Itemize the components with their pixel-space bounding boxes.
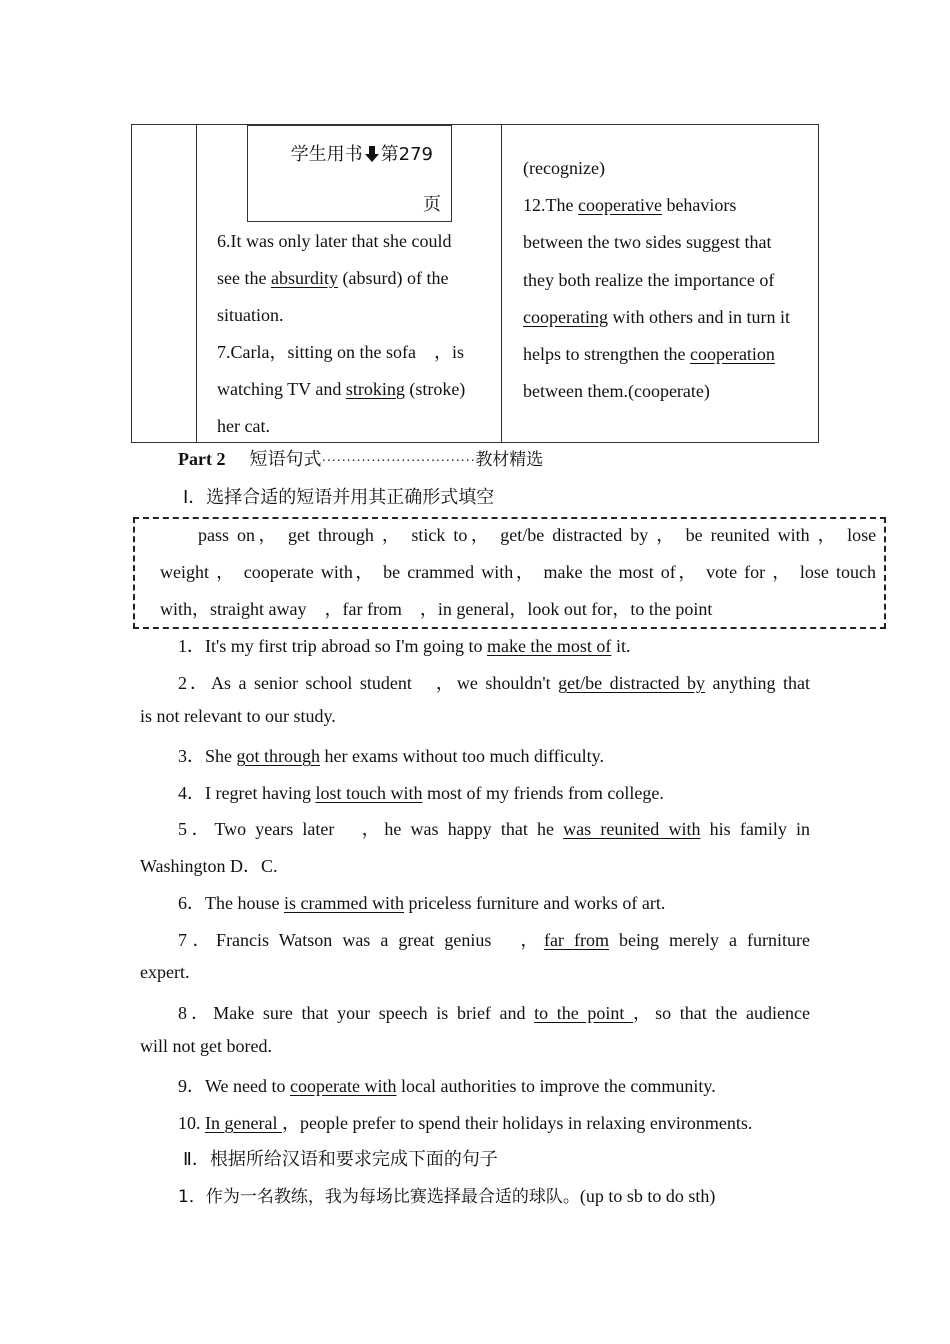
part2-title: 短语句式 xyxy=(249,449,322,470)
sentence-12-line-2: between the two sides suggest that xyxy=(523,232,772,253)
answer-stroking: stroking xyxy=(345,379,405,399)
item-2: 2．As a senior school student ，we shouldn't get/be distracted by anything that xyxy=(178,673,811,693)
table-cell-right xyxy=(523,150,813,410)
item-5-continued: Washington D．C. xyxy=(140,856,278,876)
arrow-down-icon xyxy=(364,145,380,163)
item-8-continued: will not get bored. xyxy=(140,1036,272,1056)
recognize-hint: (recognize) xyxy=(523,158,605,178)
sentence-7-line-1: 7.Carla，sitting on the sofa ，is xyxy=(217,342,464,362)
answer-5: was reunited with xyxy=(563,819,701,839)
phrase-line-1: pass on， get through ， stick to， get/be distracted by ， be reunited with ， lose xyxy=(198,525,877,545)
answer-absurdity: absurdity xyxy=(270,268,338,288)
item-9: 9．We need to cooperate with local authorities to improve the community. xyxy=(178,1076,716,1096)
item-3: 3．She got through her exams without too much difficulty. xyxy=(178,746,604,766)
part2-source: 教材精选 xyxy=(475,450,544,470)
sentence-7-line-2: watching TV and stroking (stroke) xyxy=(217,379,466,399)
table-divider xyxy=(196,125,197,442)
sentence-6-line-2: see the absurdity (absurd) of the xyxy=(217,268,449,288)
part2-label: Part 2 xyxy=(178,449,226,469)
item-8: 8．Make sure that your speech is brief and to the point ，so that the audience xyxy=(178,1003,810,1023)
book-ref-page-suffix: 页 xyxy=(423,194,441,215)
sentence-12-line-1: 12.The cooperative behaviors xyxy=(523,195,737,216)
answer-cooperating: cooperating xyxy=(523,306,608,327)
section1-heading: Ⅰ．选择合适的短语并用其正确形式填空 xyxy=(183,487,495,508)
sentence-12-line-3: they both realize the importance of xyxy=(523,269,775,290)
textbook-page-reference xyxy=(247,125,452,222)
phrase-line-3: with，straight away ，far from ，in general，look out for，to the point xyxy=(160,599,713,619)
item-6: 6．The house is crammed with priceless furniture and works of art. xyxy=(178,893,666,913)
table-cell-left xyxy=(217,223,489,445)
answer-9: cooperate with xyxy=(290,1076,397,1096)
answer-3: got through xyxy=(236,746,320,766)
answer-4: lost touch with xyxy=(315,783,423,803)
answer-cooperation: cooperation xyxy=(689,344,775,365)
book-ref-page: 第279 xyxy=(380,144,433,165)
item-4: 4．I regret having lost touch with most of my friends from college. xyxy=(178,783,664,803)
item-1: 1．It's my first trip abroad so I'm going to make the most of it. xyxy=(178,636,631,656)
item-5: 5．Two years later ，he was happy that he was reunited with his family in xyxy=(178,819,810,839)
part2-dots: ······························· xyxy=(321,454,476,469)
sentence-12-line-5: helps to strengthen the cooperation xyxy=(523,344,775,365)
sentence-7-line-3: her cat. xyxy=(217,416,270,436)
section2-heading: Ⅱ．根据所给汉语和要求完成下面的句子 xyxy=(183,1149,498,1170)
part2-heading xyxy=(178,445,543,471)
sentence-12-line-4: cooperating with others and in turn it xyxy=(523,306,790,327)
answer-cooperative: cooperative xyxy=(577,195,662,216)
answer-2: get/be distracted by xyxy=(558,673,706,693)
book-ref-label: 学生用书 xyxy=(290,144,363,165)
answer-7: far from xyxy=(543,930,609,950)
table-divider xyxy=(501,125,502,442)
answer-10: In general xyxy=(205,1113,282,1133)
item-10: 10. In general ，people prefer to spend their holidays in relaxing environments. xyxy=(178,1113,753,1133)
phrase-line-2: weight ， cooperate with， be crammed with， make the most of， vote for ， lose touch xyxy=(160,562,876,582)
section2-question-1: 1．作为一名教练，我为每场比赛选择最合适的球队。(up to sb to do sth) xyxy=(178,1186,716,1207)
item-7-continued: expert. xyxy=(140,962,190,982)
answer-1: make the most of xyxy=(486,636,612,656)
item-2-continued: is not relevant to our study. xyxy=(140,706,336,726)
answer-8: to the point xyxy=(534,1003,634,1023)
answer-6: is crammed with xyxy=(283,893,404,913)
item-7: 7．Francis Watson was a great genius ，far from being merely a furniture xyxy=(178,930,810,950)
sentence-6-line-1: 6.It was only later that she could xyxy=(217,231,452,251)
sentence-6-line-3: situation. xyxy=(217,305,284,325)
sentence-12-line-6: between them.(cooperate) xyxy=(523,381,710,402)
